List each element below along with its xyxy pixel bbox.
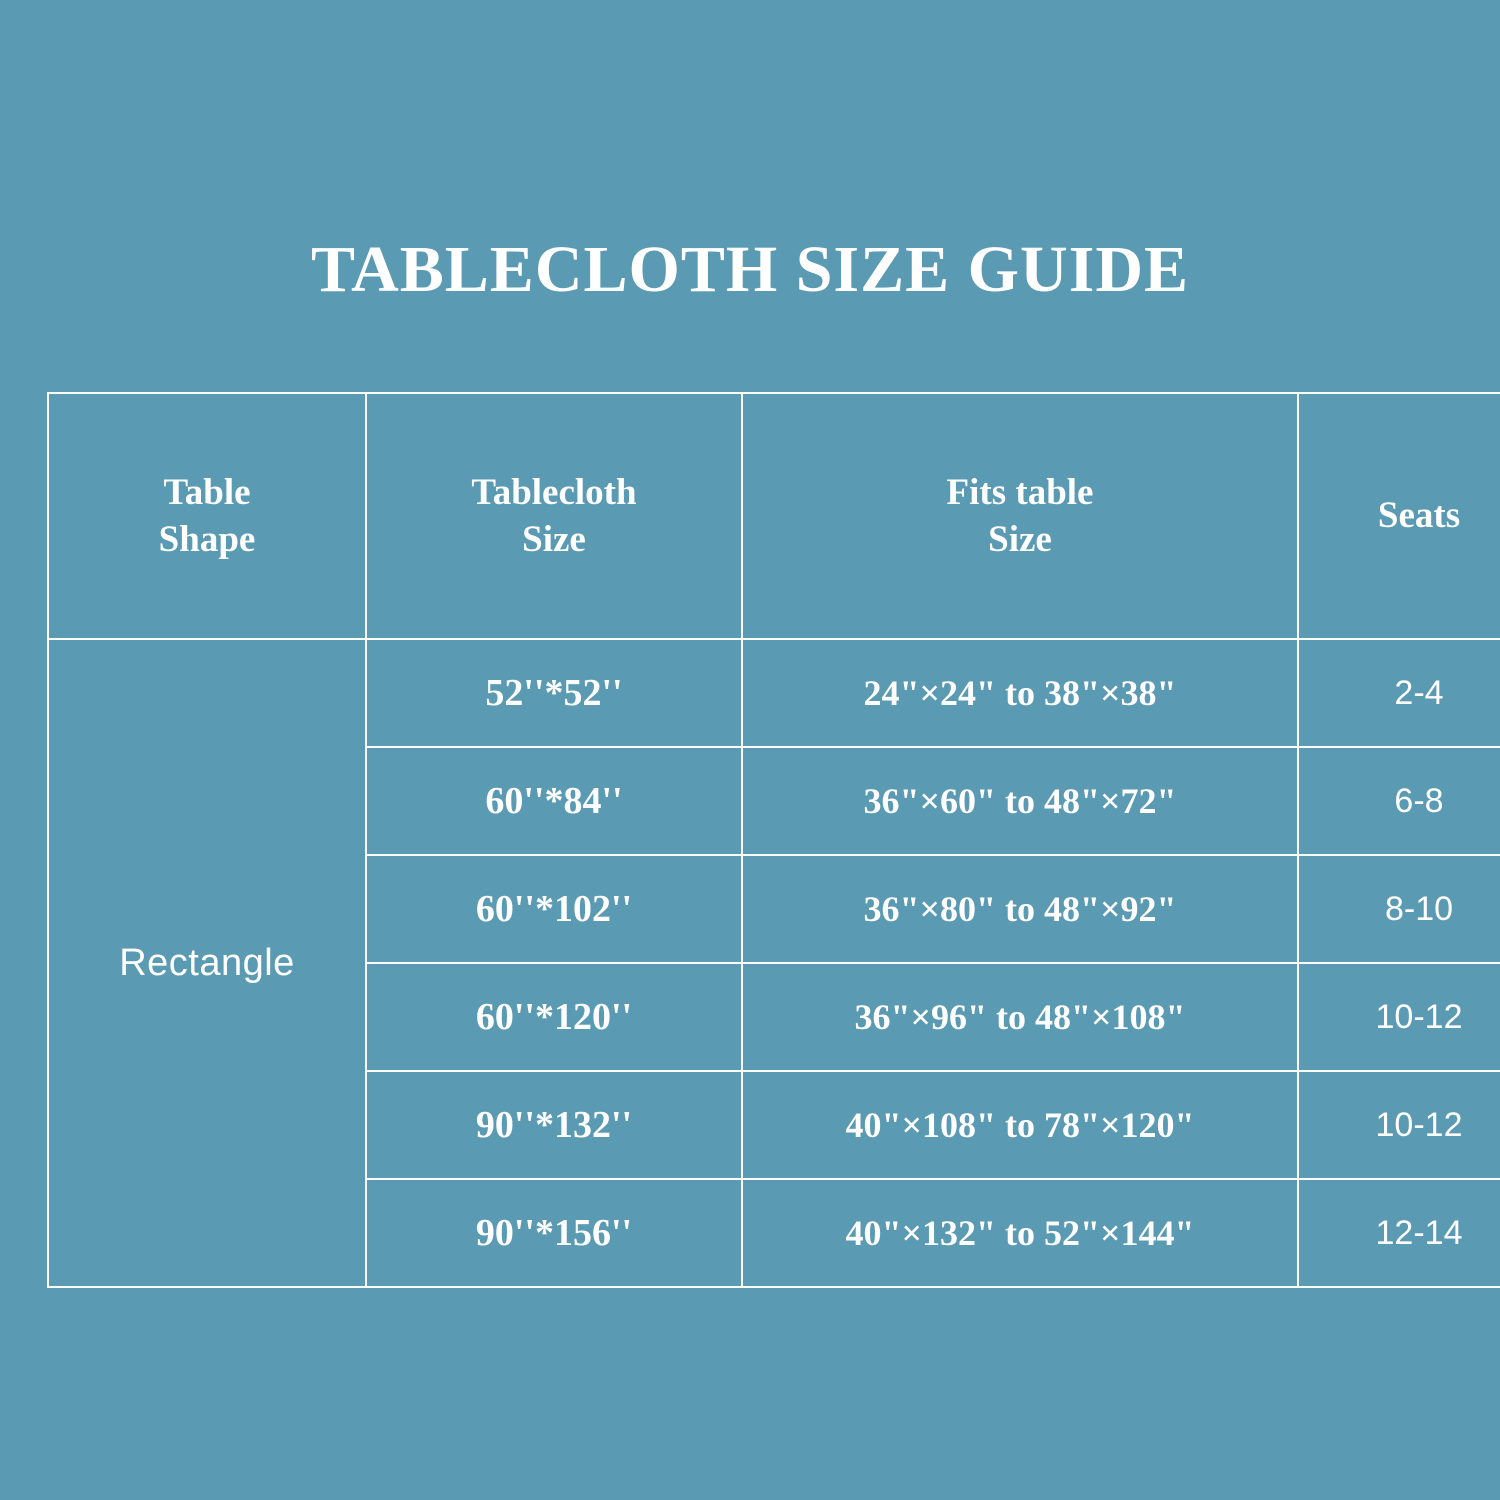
cell-fits-table-size: 40"×108" to 78"×120" bbox=[742, 1071, 1298, 1179]
column-header-fits-table-size-line2: Size bbox=[988, 519, 1052, 560]
cell-seats: 10-12 bbox=[1298, 963, 1500, 1071]
cell-seats: 8-10 bbox=[1298, 855, 1500, 963]
column-header-fits-table-size-line1: Fits table bbox=[946, 471, 1094, 513]
cell-fits-table-size: 40"×132" to 52"×144" bbox=[742, 1179, 1298, 1287]
column-header-table-shape bbox=[48, 393, 366, 639]
cell-table-shape: Rectangle bbox=[48, 639, 366, 1287]
column-header-tablecloth-size-line1: Tablecloth bbox=[471, 471, 637, 513]
column-header-fits-table-size bbox=[742, 393, 1298, 639]
cell-seats: 2-4 bbox=[1298, 639, 1500, 747]
column-header-tablecloth-size-line2: Size bbox=[522, 519, 586, 560]
column-header-table-shape-line2: Shape bbox=[158, 519, 256, 560]
cell-tablecloth-size: 60''*102'' bbox=[366, 855, 742, 963]
page-title: TABLECLOTH SIZE GUIDE bbox=[310, 233, 1190, 306]
table-header bbox=[48, 393, 1500, 639]
cell-fits-table-size: 36"×80" to 48"×92" bbox=[742, 855, 1298, 963]
cell-tablecloth-size: 90''*156'' bbox=[366, 1179, 742, 1287]
table-row bbox=[48, 639, 1500, 747]
cell-fits-table-size: 36"×60" to 48"×72" bbox=[742, 747, 1298, 855]
cell-tablecloth-size: 60''*84'' bbox=[366, 747, 742, 855]
column-header-tablecloth-size bbox=[366, 393, 742, 639]
column-header-seats: Seats bbox=[1298, 393, 1500, 639]
cell-seats: 12-14 bbox=[1298, 1179, 1500, 1287]
cell-tablecloth-size: 52''*52'' bbox=[366, 639, 742, 747]
table-body bbox=[48, 639, 1500, 1287]
column-header-table-shape-line1: Table bbox=[163, 471, 251, 513]
header-row bbox=[48, 393, 1500, 639]
cell-seats: 6-8 bbox=[1298, 747, 1500, 855]
size-guide-table-wrapper bbox=[47, 392, 1463, 1288]
cell-fits-table-size: 24"×24" to 38"×38" bbox=[742, 639, 1298, 747]
cell-seats: 10-12 bbox=[1298, 1071, 1500, 1179]
cell-fits-table-size: 36"×96" to 48"×108" bbox=[742, 963, 1298, 1071]
size-guide-table bbox=[47, 392, 1500, 1288]
cell-tablecloth-size: 60''*120'' bbox=[366, 963, 742, 1071]
cell-tablecloth-size: 90''*132'' bbox=[366, 1071, 742, 1179]
